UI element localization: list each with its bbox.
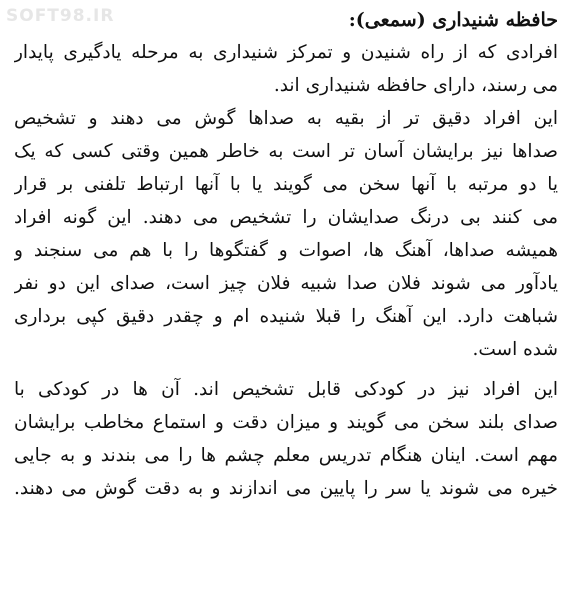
paragraph-3: [14, 373, 558, 505]
text-line: یا دو مرتبه با آنها سخن می گویند یا با آنها ارتباط تلفنی بر قرار: [14, 174, 558, 195]
paragraph-1: [14, 36, 558, 102]
text-line: یادآور می شوند فلان صدا شبیه فلان چیز است، صدای این دو نفر: [14, 273, 558, 294]
watermark: SOFT98.IR: [6, 6, 115, 26]
text-line: می کنند بی درنگ صدایشان را تشخیص می دهند. این گونه افراد: [14, 207, 558, 228]
text-line: خیره می شوند یا سر را پایین می اندازند و به دقت گوش می دهند.: [14, 478, 558, 499]
paragraph-gap: [14, 366, 558, 373]
text-line: صداها نیز برایشان آسان تر است به خاطر همین وقتی کسی که یک: [14, 141, 558, 162]
text-line: این افراد نیز در کودکی قابل تشخیص اند. آن ها در کودکی با: [14, 379, 558, 400]
paragraph-2: [14, 102, 558, 366]
text-line: مهم است. اینان هنگام تدریس معلم چشم ها را می بندند و به جایی: [14, 445, 558, 466]
text-line: همیشه صداها، آهنگ ها، اصوات و گفتگوها را با هم می سنجند و: [14, 240, 558, 261]
text-line: صدای بلند سخن می گویند و میزان دقت و استماع مخاطب برایشان: [14, 412, 558, 433]
text-line: این افراد دقیق تر از بقیه به صداها گوش می دهند و تشخیص: [14, 108, 558, 129]
section-heading: حافظه شنیداری (سمعی):: [348, 9, 558, 31]
text-line: شده است.: [472, 339, 558, 360]
text-line: شباهت دارد. این آهنگ را قبلا شنیده ام و چقدر دقیق کپی برداری: [14, 306, 558, 327]
text-line: افرادی که از راه شنیدن و تمرکز شنیداری به مرحله یادگیری پایدار: [14, 42, 558, 63]
text-line: می رسند، دارای حافظه شنیداری اند.: [273, 75, 558, 96]
